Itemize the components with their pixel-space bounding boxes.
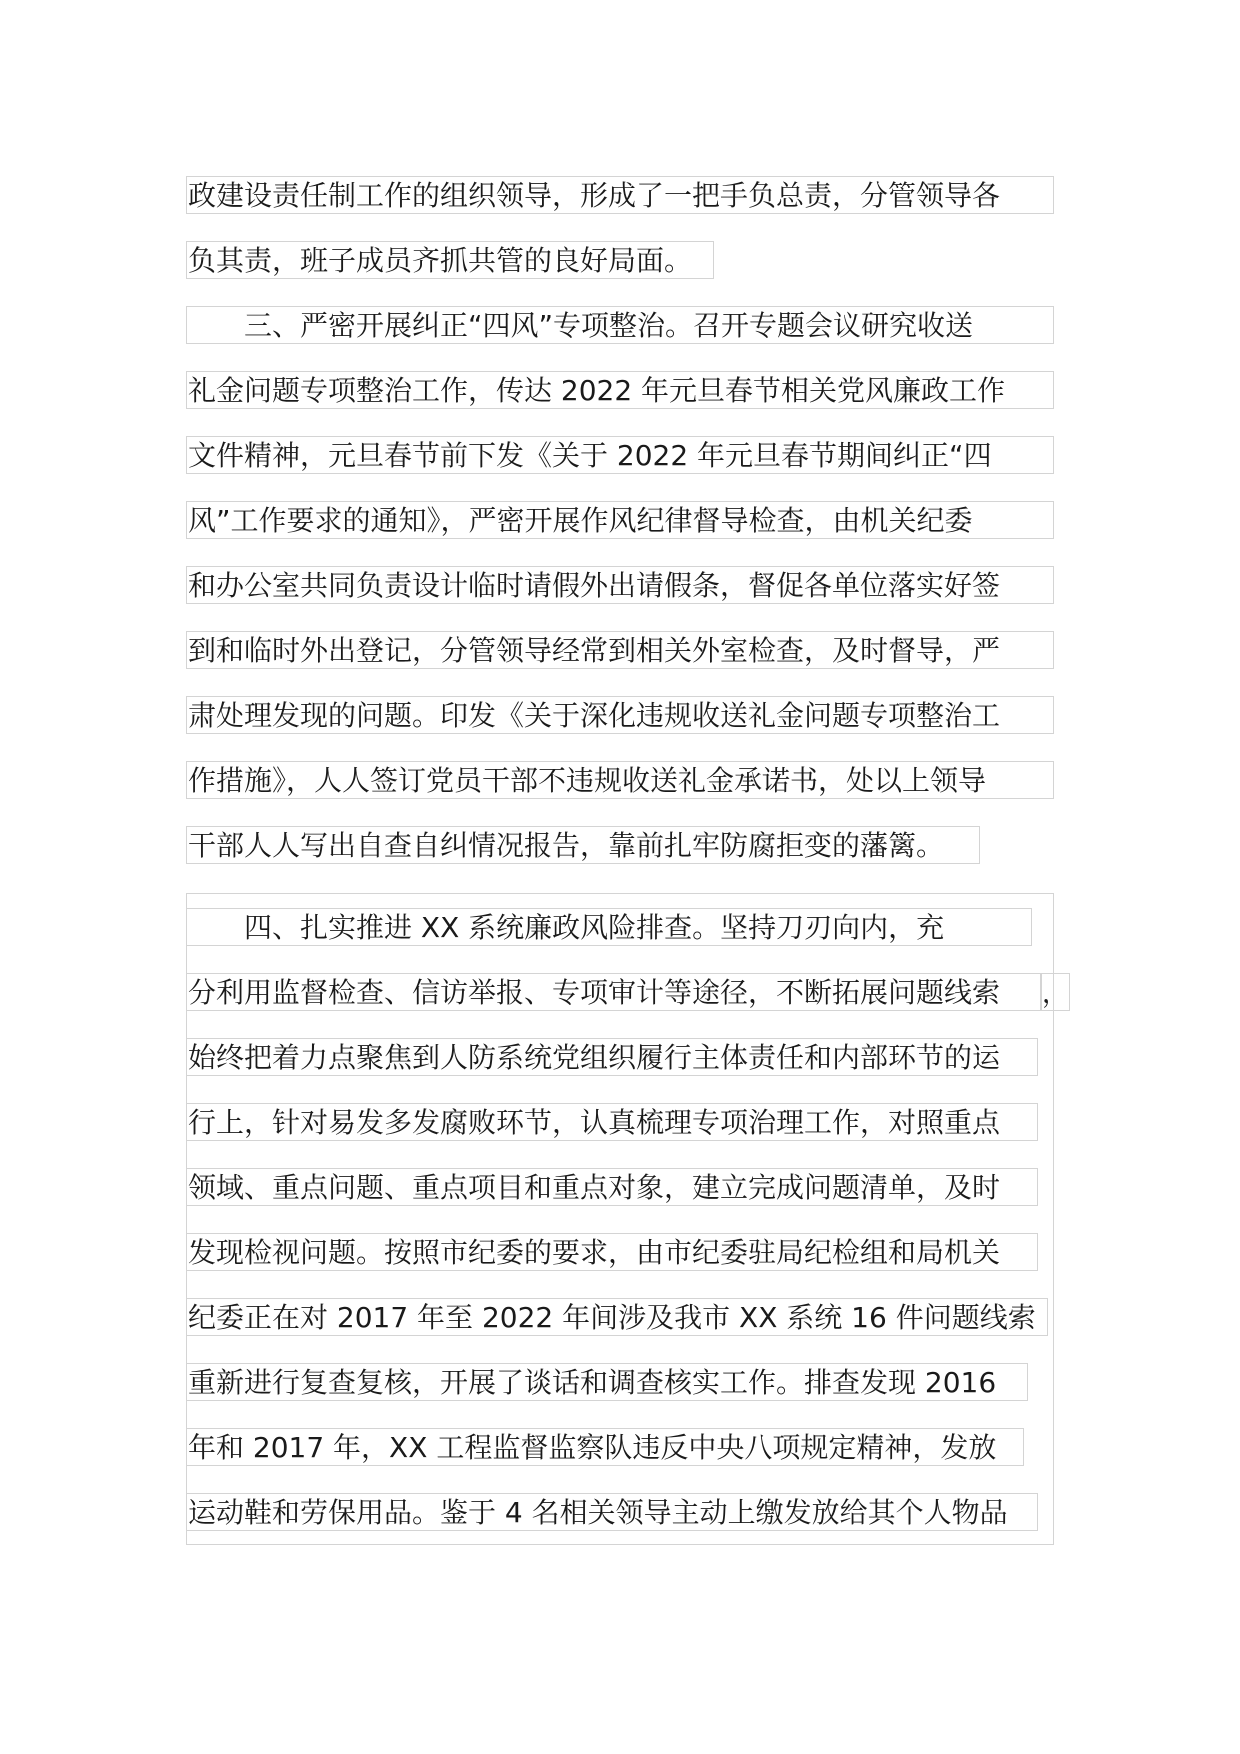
text-line: 行上，针对易发多发腐败环节，认真梳理专项治理工作，对照重点 <box>186 1103 1038 1141</box>
text-line-punctuation: ， <box>1040 973 1070 1011</box>
text-line: 政建设责任制工作的组织领导，形成了一把手负总责，分管领导各 <box>186 176 1054 214</box>
text-line: 四、扎实推进 XX 系统廉政风险排查。坚持刀刃向内，充 <box>186 908 1032 946</box>
text-line: 重新进行复查复核，开展了谈话和调查核实工作。排查发现 2016 <box>186 1363 1028 1401</box>
text-line: 始终把着力点聚焦到人防系统党组织履行主体责任和内部环节的运 <box>186 1038 1038 1076</box>
text-line: 作措施》，人人签订党员干部不违规收送礼金承诺书，处以上领导 <box>186 761 1054 799</box>
text-line: 负其责，班子成员齐抓共管的良好局面。 <box>186 241 714 279</box>
text-line: 文件精神，元旦春节前下发《关于 2022 年元旦春节期间纠正“四 <box>186 436 1054 474</box>
text-line: 领域、重点问题、重点项目和重点对象，建立完成问题清单，及时 <box>186 1168 1038 1206</box>
text-line: 礼金问题专项整治工作，传达 2022 年元旦春节相关党风廉政工作 <box>186 371 1054 409</box>
text-line: 到和临时外出登记，分管领导经常到相关外室检查，及时督导，严 <box>186 631 1054 669</box>
text-line: 发现检视问题。按照市纪委的要求，由市纪委驻局纪检组和局机关 <box>186 1233 1038 1271</box>
text-line: 肃处理发现的问题。印发《关于深化违规收送礼金问题专项整治工 <box>186 696 1054 734</box>
text-line: 和办公室共同负责设计临时请假外出请假条，督促各单位落实好签 <box>186 566 1054 604</box>
text-line: 运动鞋和劳保用品。鉴于 4 名相关领导主动上缴发放给其个人物品 <box>186 1493 1038 1531</box>
text-line: 纪委正在对 2017 年至 2022 年间涉及我市 XX 系统 16 件问题线索 <box>186 1298 1048 1336</box>
text-line: 三、严密开展纠正“四风”专项整治。召开专题会议研究收送 <box>186 306 1054 344</box>
text-line: 分利用监督检查、信访举报、专项审计等途径，不断拓展问题线索 <box>186 973 1042 1011</box>
text-line: 风”工作要求的通知》，严密开展作风纪律督导检查，由机关纪委 <box>186 501 1054 539</box>
text-line: 年和 2017 年，XX 工程监督监察队违反中央八项规定精神，发放 <box>186 1428 1024 1466</box>
text-line: 干部人人写出自查自纠情况报告，靠前扎牢防腐拒变的藩篱。 <box>186 826 980 864</box>
